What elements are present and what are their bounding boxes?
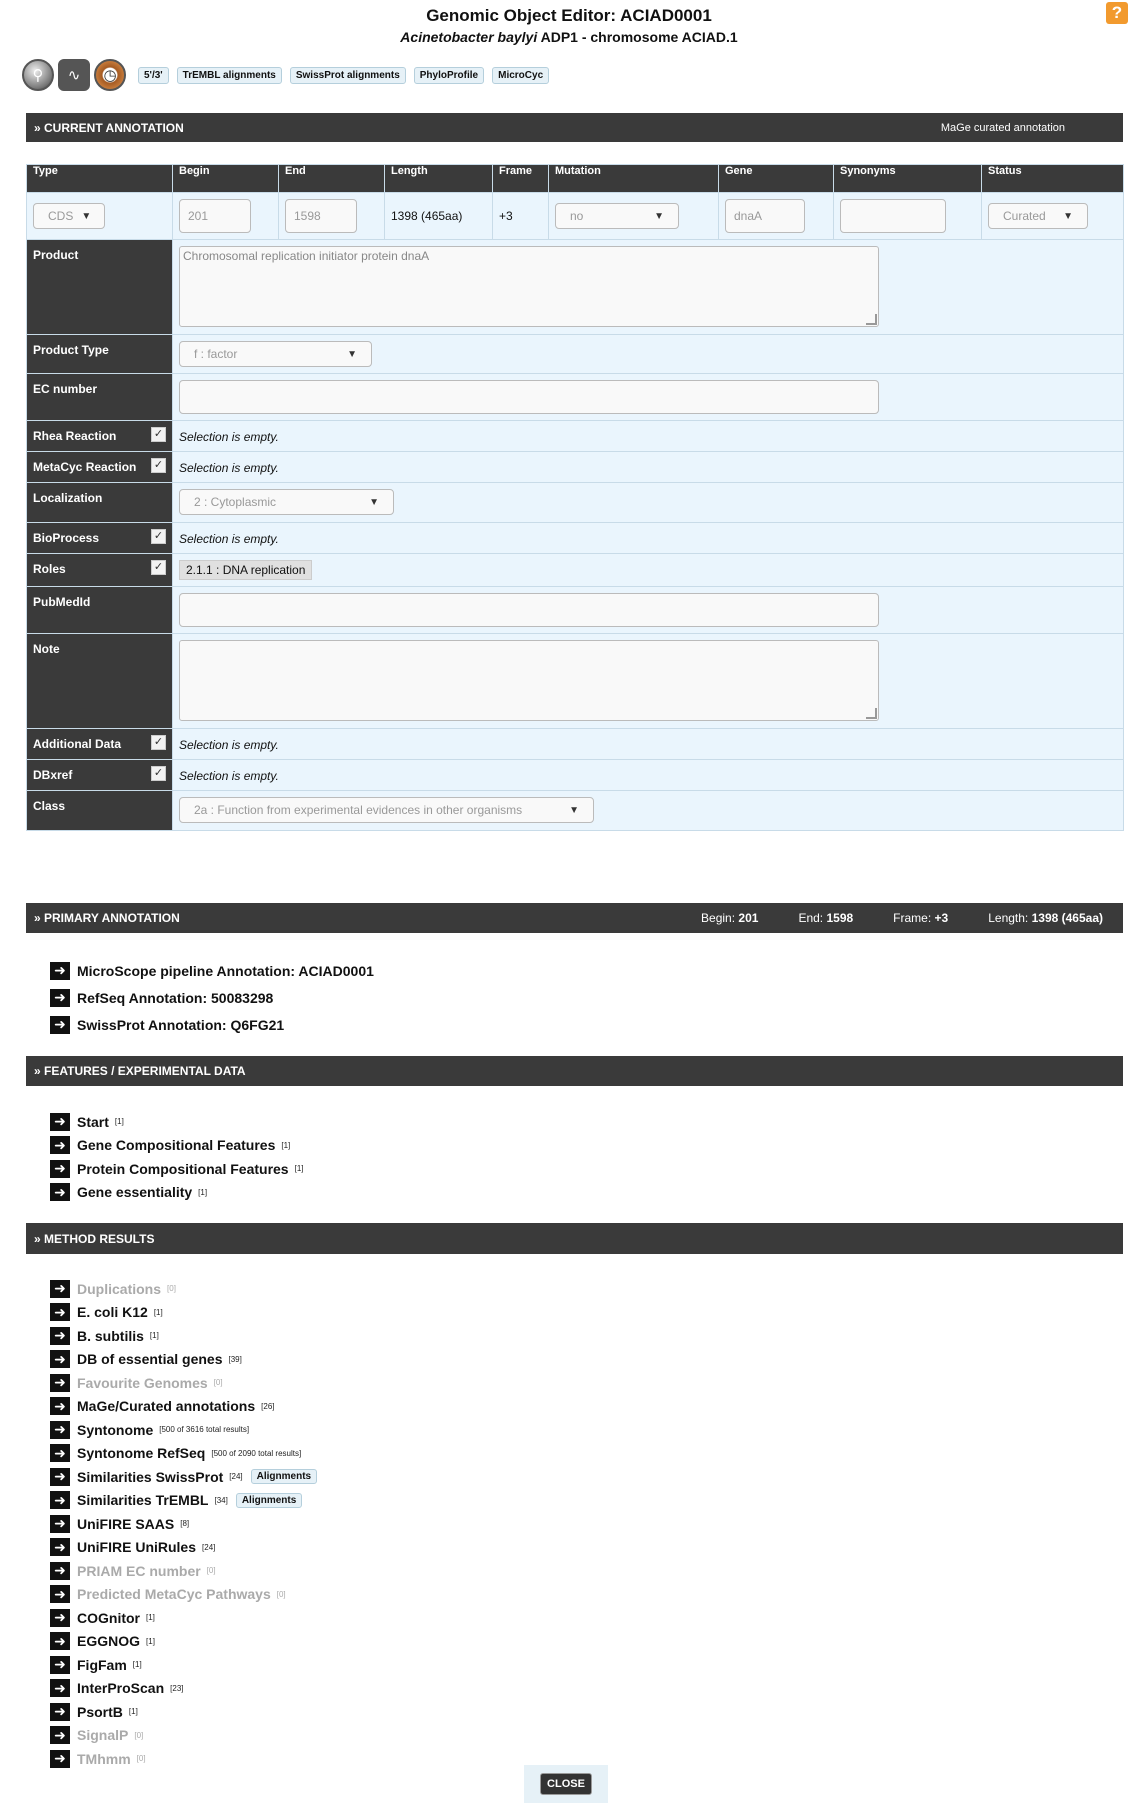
list-item[interactable] bbox=[50, 1465, 317, 1489]
list-item-label: Start bbox=[77, 1113, 109, 1130]
type-select[interactable] bbox=[33, 203, 105, 229]
chevron-down-icon: ▼ bbox=[654, 210, 664, 222]
organism-name: Acinetobacter baylyi bbox=[400, 29, 538, 45]
chevron-down-icon: ▼ bbox=[347, 348, 357, 360]
list-item-label: UniFIRE UniRules bbox=[77, 1539, 197, 1556]
arrow-right-icon: ➜ bbox=[50, 1538, 70, 1556]
row-product bbox=[27, 240, 1124, 335]
list-item-count: [0] bbox=[167, 1284, 176, 1294]
list-item-label: Duplications bbox=[77, 1280, 162, 1297]
arrow-right-icon: ➜ bbox=[50, 1016, 70, 1034]
list-item-count: [1] bbox=[149, 1331, 159, 1341]
primary-annotation-label: » PRIMARY ANNOTATION bbox=[34, 911, 180, 925]
primary-coordinates bbox=[661, 911, 1103, 925]
list-item[interactable] bbox=[50, 1348, 317, 1372]
chip-swissprot-alignments[interactable]: SwissProt alignments bbox=[290, 67, 406, 84]
product-label: Product bbox=[27, 240, 173, 335]
arrow-right-icon: ➜ bbox=[50, 1303, 70, 1321]
arrow-right-icon: ➜ bbox=[50, 1113, 70, 1131]
list-item-label: FigFam bbox=[77, 1656, 127, 1673]
arrow-right-icon: ➜ bbox=[50, 1585, 70, 1603]
list-item-label: DB of essential genes bbox=[77, 1351, 223, 1368]
begin-field[interactable]: 201 bbox=[179, 199, 251, 233]
list-item-label: MicroScope pipeline Annotation: ACIAD0001 bbox=[77, 962, 374, 979]
list-item[interactable] bbox=[50, 1606, 317, 1630]
list-item[interactable] bbox=[50, 1157, 304, 1181]
arrow-right-icon: ➜ bbox=[50, 1726, 70, 1744]
metacyc-value: Selection is empty. bbox=[179, 460, 279, 475]
primary-end bbox=[798, 911, 853, 925]
primary-length-value: 1398 (465aa) bbox=[1031, 911, 1103, 925]
primary-end-value: 1598 bbox=[826, 911, 854, 925]
row-localization bbox=[27, 483, 1124, 523]
length-value: 1398 (465aa) bbox=[385, 193, 493, 240]
status-select[interactable] bbox=[988, 203, 1088, 229]
list-item[interactable] bbox=[50, 1134, 304, 1158]
dbxref-label-text: DBxref bbox=[33, 768, 73, 782]
mutation-select[interactable] bbox=[555, 203, 679, 229]
list-item-label: Gene essentiality bbox=[77, 1184, 193, 1201]
list-item[interactable] bbox=[50, 1442, 317, 1466]
list-item[interactable] bbox=[50, 1700, 317, 1724]
list-item[interactable] bbox=[50, 984, 374, 1011]
arrow-right-icon: ➜ bbox=[50, 1327, 70, 1345]
list-item-count: [0] bbox=[276, 1589, 286, 1599]
primary-annotation-bar bbox=[26, 903, 1123, 933]
row-additional-data bbox=[27, 729, 1124, 760]
arrow-right-icon: ➜ bbox=[50, 1703, 70, 1721]
col-mutation: Mutation bbox=[549, 165, 719, 193]
col-synonyms: Synonyms bbox=[834, 165, 982, 193]
col-status: Status bbox=[982, 165, 1124, 193]
list-item[interactable] bbox=[50, 1181, 304, 1205]
list-item-count: [1] bbox=[153, 1307, 163, 1317]
close-button[interactable]: CLOSE bbox=[540, 1773, 592, 1795]
list-item-label: Similarities SwissProt bbox=[77, 1468, 224, 1485]
annotation-editor bbox=[26, 164, 1124, 831]
dna-icon[interactable]: ∿ bbox=[58, 59, 90, 91]
list-item-count: [23] bbox=[170, 1683, 184, 1693]
list-item-label: Similarities TrEMBL bbox=[77, 1492, 209, 1509]
list-item[interactable] bbox=[50, 1559, 317, 1583]
row-product-type bbox=[27, 335, 1124, 374]
arrow-right-icon: ➜ bbox=[50, 1750, 70, 1768]
arrow-right-icon: ➜ bbox=[50, 1350, 70, 1368]
edit-icon[interactable]: ✓ bbox=[151, 766, 166, 781]
primary-begin-value: 201 bbox=[738, 911, 759, 925]
arrow-right-icon: ➜ bbox=[50, 1656, 70, 1674]
toolbar bbox=[22, 58, 549, 92]
current-annotation-label: » CURRENT ANNOTATION bbox=[34, 120, 184, 135]
row-pubmed bbox=[27, 587, 1124, 634]
row-rhea bbox=[27, 421, 1124, 452]
edit-icon[interactable]: ✓ bbox=[151, 735, 166, 750]
chevron-down-icon: ▼ bbox=[1063, 210, 1073, 222]
edit-icon[interactable]: ✓ bbox=[151, 560, 166, 575]
list-item[interactable] bbox=[50, 1489, 317, 1513]
list-item-label: PsortB bbox=[77, 1703, 123, 1720]
bioprocess-value: Selection is empty. bbox=[179, 531, 279, 546]
list-item-count: [24] bbox=[202, 1542, 216, 1552]
arrow-right-icon: ➜ bbox=[50, 1444, 70, 1462]
list-item-label: COGnitor bbox=[77, 1609, 140, 1626]
list-item[interactable] bbox=[50, 1324, 317, 1348]
list-item-count: [1] bbox=[114, 1117, 124, 1127]
additional-data-value: Selection is empty. bbox=[179, 737, 279, 752]
list-item[interactable] bbox=[50, 1747, 317, 1771]
list-item-label: E. coli K12 bbox=[77, 1304, 148, 1321]
column-headers bbox=[27, 165, 1124, 193]
arrow-right-icon: ➜ bbox=[50, 1562, 70, 1580]
list-item-count: [0] bbox=[213, 1378, 223, 1388]
list-item-count: [34] bbox=[214, 1495, 228, 1505]
features-label: » FEATURES / EXPERIMENTAL DATA bbox=[34, 1064, 246, 1078]
metacyc-label bbox=[27, 452, 173, 483]
list-item-label: Predicted MetaCyc Pathways bbox=[77, 1586, 271, 1603]
current-annotation-bar bbox=[26, 113, 1123, 142]
list-item-count: [26] bbox=[261, 1401, 275, 1411]
status-value: Curated bbox=[1003, 209, 1046, 223]
arrow-right-icon: ➜ bbox=[50, 1632, 70, 1650]
list-item-count: [39] bbox=[228, 1354, 242, 1364]
arrow-right-icon: ➜ bbox=[50, 1515, 70, 1533]
features-bar bbox=[26, 1056, 1123, 1086]
methods-bar bbox=[26, 1223, 1123, 1254]
row-dbxref bbox=[27, 760, 1124, 791]
bioprocess-label-text: BioProcess bbox=[33, 531, 100, 545]
list-item-count: [500 of 2090 total results] bbox=[211, 1448, 302, 1458]
arrow-right-icon: ➜ bbox=[50, 1374, 70, 1392]
list-item[interactable] bbox=[50, 1277, 317, 1301]
list-item-label: UniFIRE SAAS bbox=[77, 1515, 175, 1532]
page-title: Genomic Object Editor: ACIAD0001 bbox=[426, 6, 712, 25]
list-item[interactable] bbox=[50, 1653, 317, 1677]
list-item-label: Syntonome bbox=[77, 1421, 154, 1438]
role-tag[interactable]: 2.1.1 : DNA replication bbox=[179, 560, 312, 580]
annotation-source: MaGe curated annotation bbox=[940, 121, 1065, 134]
list-item-count: [1] bbox=[198, 1187, 208, 1197]
synonyms-field[interactable] bbox=[840, 199, 946, 233]
edit-icon[interactable]: ✓ bbox=[151, 458, 166, 473]
list-item-count: [1] bbox=[281, 1140, 291, 1150]
frame-value: +3 bbox=[493, 193, 549, 240]
list-item-count: [8] bbox=[180, 1519, 190, 1529]
pubmed-field[interactable] bbox=[179, 593, 879, 627]
list-item[interactable] bbox=[50, 1011, 374, 1038]
arrow-right-icon: ➜ bbox=[50, 989, 70, 1007]
dbxref-label bbox=[27, 760, 173, 791]
methods-list bbox=[50, 1277, 317, 1771]
list-item-count: [1] bbox=[132, 1660, 142, 1670]
close-panel bbox=[524, 1765, 608, 1803]
list-item[interactable] bbox=[50, 1536, 317, 1560]
chip-phyloprofile[interactable]: PhyloProfile bbox=[414, 67, 484, 84]
localization-select[interactable] bbox=[179, 489, 394, 515]
rhea-value: Selection is empty. bbox=[179, 429, 279, 444]
page-subtitle bbox=[0, 28, 1138, 46]
type-value: CDS bbox=[48, 209, 74, 223]
list-item-label: RefSeq Annotation: 50083298 bbox=[77, 989, 274, 1006]
list-item-label: TMhmm bbox=[77, 1750, 131, 1767]
roles-label-text: Roles bbox=[33, 562, 66, 576]
methods-label: » METHOD RESULTS bbox=[34, 1231, 155, 1246]
list-item[interactable] bbox=[50, 1677, 317, 1701]
mutation-value: no bbox=[570, 209, 584, 223]
list-item-label: MaGe/Curated annotations bbox=[77, 1398, 256, 1415]
list-item-count: [500 of 3616 total results] bbox=[159, 1425, 250, 1435]
row-note bbox=[27, 634, 1124, 729]
list-item-label: Protein Compositional Features bbox=[77, 1160, 289, 1177]
list-item-count: [1] bbox=[294, 1164, 304, 1174]
arrow-right-icon: ➜ bbox=[50, 1491, 70, 1509]
list-item-count: [0] bbox=[134, 1730, 144, 1740]
dbxref-value: Selection is empty. bbox=[179, 768, 279, 783]
localization-label: Localization bbox=[27, 483, 173, 523]
product-type-select[interactable] bbox=[179, 341, 372, 367]
row-bioprocess bbox=[27, 523, 1124, 554]
primary-end-label: End: bbox=[798, 911, 824, 925]
col-gene: Gene bbox=[719, 165, 834, 193]
row-ec-number bbox=[27, 374, 1124, 421]
arrow-right-icon: ➜ bbox=[50, 1397, 70, 1415]
additional-data-label bbox=[27, 729, 173, 760]
product-textarea[interactable]: Chromosomal replication initiator protein dnaA bbox=[179, 246, 879, 327]
col-begin: Begin bbox=[173, 165, 279, 193]
list-item-label: B. subtilis bbox=[77, 1327, 144, 1344]
primary-frame-value: +3 bbox=[934, 911, 949, 925]
primary-length-label: Length: bbox=[988, 911, 1029, 925]
chip-microcyc[interactable]: MicroCyc bbox=[492, 67, 549, 84]
primary-list bbox=[50, 957, 374, 1038]
chevron-down-icon: ▼ bbox=[81, 210, 92, 222]
list-item[interactable] bbox=[50, 1418, 317, 1442]
page-header bbox=[0, 0, 1138, 50]
list-item-label: Syntonome RefSeq bbox=[77, 1445, 206, 1462]
list-item[interactable] bbox=[50, 1301, 317, 1325]
list-item-count: [0] bbox=[206, 1566, 216, 1576]
list-item[interactable] bbox=[50, 1512, 317, 1536]
row-class bbox=[27, 791, 1124, 831]
col-end: End bbox=[279, 165, 385, 193]
search-icon[interactable]: ⚲ bbox=[22, 59, 54, 91]
col-length: Length bbox=[385, 165, 493, 193]
list-item[interactable] bbox=[50, 1630, 317, 1654]
gene-field[interactable]: dnaA bbox=[725, 199, 805, 233]
chip-53[interactable]: 5'/3' bbox=[138, 67, 169, 84]
end-field[interactable]: 1598 bbox=[285, 199, 357, 233]
ec-number-label: EC number bbox=[27, 374, 173, 421]
metacyc-label-text: MetaCyc Reaction bbox=[33, 460, 137, 474]
arrow-right-icon: ➜ bbox=[50, 1160, 70, 1178]
list-item-label: SignalP bbox=[77, 1727, 129, 1744]
primary-length bbox=[988, 911, 1103, 925]
col-type: Type bbox=[27, 165, 173, 193]
list-item-label: EGGNOG bbox=[77, 1633, 141, 1650]
primary-begin bbox=[701, 911, 758, 925]
rhea-label-text: Rhea Reaction bbox=[33, 429, 117, 443]
class-select[interactable] bbox=[179, 797, 594, 823]
class-value: 2a : Function from experimental evidences in other organisms bbox=[194, 803, 523, 817]
arrow-right-icon: ➜ bbox=[50, 1609, 70, 1627]
note-textarea[interactable] bbox=[179, 640, 879, 721]
primary-frame-label: Frame: bbox=[893, 911, 932, 925]
chevron-down-icon: ▼ bbox=[369, 496, 379, 508]
product-type-value: f : factor bbox=[194, 347, 238, 361]
pubmed-label: PubMedId bbox=[27, 587, 173, 634]
primary-frame bbox=[893, 911, 948, 925]
additional-data-label-text: Additional Data bbox=[33, 737, 122, 751]
arrow-right-icon: ➜ bbox=[50, 1136, 70, 1154]
list-item[interactable] bbox=[50, 957, 374, 984]
row-metacyc bbox=[27, 452, 1124, 483]
list-item-label: SwissProt Annotation: Q6FG21 bbox=[77, 1016, 285, 1033]
alignments-button[interactable]: Alignments bbox=[236, 1493, 302, 1508]
note-label: Note bbox=[27, 634, 173, 729]
arrow-right-icon: ➜ bbox=[50, 1679, 70, 1697]
localization-value: 2 : Cytoplasmic bbox=[194, 495, 277, 509]
arrow-right-icon: ➜ bbox=[50, 962, 70, 980]
list-item-count: [24] bbox=[229, 1472, 243, 1482]
col-frame: Frame bbox=[493, 165, 549, 193]
arrow-right-icon: ➜ bbox=[50, 1183, 70, 1201]
list-item[interactable] bbox=[50, 1395, 317, 1419]
list-item-label: PRIAM EC number bbox=[77, 1562, 201, 1579]
class-label: Class bbox=[27, 791, 173, 831]
alignments-button[interactable]: Alignments bbox=[251, 1469, 317, 1484]
arrow-right-icon: ➜ bbox=[50, 1421, 70, 1439]
list-item-label: Gene Compositional Features bbox=[77, 1137, 276, 1154]
history-icon[interactable]: ◷ bbox=[94, 59, 126, 91]
help-icon[interactable]: ? bbox=[1106, 2, 1128, 24]
list-item[interactable] bbox=[50, 1110, 304, 1134]
list-item[interactable] bbox=[50, 1583, 317, 1607]
chip-trembl-alignments[interactable]: TrEMBL alignments bbox=[177, 67, 282, 84]
arrow-right-icon: ➜ bbox=[50, 1280, 70, 1298]
edit-icon[interactable]: ✓ bbox=[151, 427, 166, 442]
row-roles bbox=[27, 554, 1124, 587]
list-item-label: Favourite Genomes bbox=[77, 1374, 208, 1391]
arrow-right-icon: ➜ bbox=[50, 1468, 70, 1486]
primary-begin-label: Begin: bbox=[701, 911, 736, 925]
organism-detail: ADP1 - chromosome ACIAD.1 bbox=[537, 29, 738, 45]
list-item-count: [0] bbox=[136, 1754, 146, 1764]
edit-icon[interactable]: ✓ bbox=[151, 529, 166, 544]
features-list bbox=[50, 1110, 304, 1204]
list-item-count: [1] bbox=[146, 1636, 155, 1646]
ec-number-field[interactable] bbox=[179, 380, 879, 414]
list-item-count: [1] bbox=[146, 1613, 155, 1623]
list-item[interactable] bbox=[50, 1724, 317, 1748]
roles-label bbox=[27, 554, 173, 587]
list-item[interactable] bbox=[50, 1371, 317, 1395]
list-item-count: [1] bbox=[128, 1707, 138, 1717]
value-row bbox=[27, 193, 1124, 240]
chevron-down-icon: ▼ bbox=[569, 804, 579, 816]
list-item-label: InterProScan bbox=[77, 1680, 165, 1697]
rhea-label bbox=[27, 421, 173, 452]
bioprocess-label bbox=[27, 523, 173, 554]
product-type-label: Product Type bbox=[27, 335, 173, 374]
